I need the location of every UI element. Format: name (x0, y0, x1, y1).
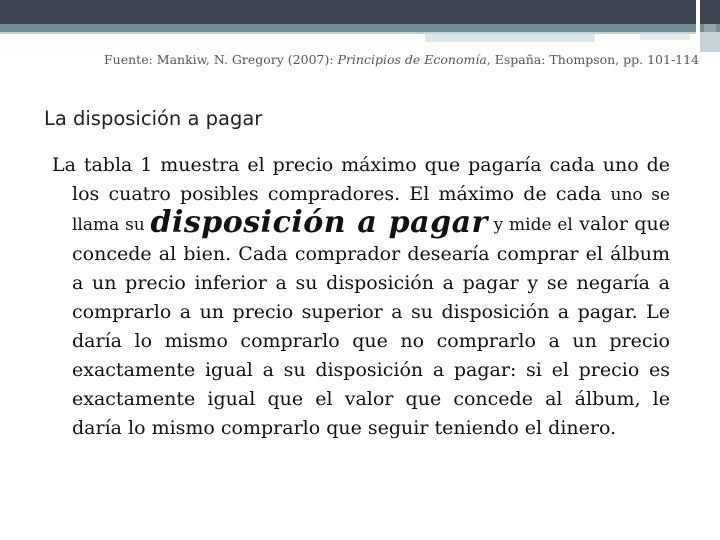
emphasized-term: disposición a pagar (150, 205, 488, 240)
header-bar-teal (0, 24, 696, 32)
paragraph-part-2: uno se llama su (72, 185, 670, 235)
source-title: Principios de Economía (337, 52, 487, 67)
source-suffix: , España: Thompson, pp. 101-114 (486, 52, 700, 67)
header-accent-block-small (640, 34, 690, 40)
header-bar-dark (0, 0, 696, 24)
header-rail (700, 32, 720, 52)
slide-title: La disposición a pagar (44, 107, 263, 130)
paragraph-part-1: La tabla 1 muestra el precio máximo que pagaría cada uno de los cuatro posibles compradores. El máximo de cada (52, 154, 670, 205)
body-paragraph (52, 151, 670, 443)
header-accent-block (425, 34, 595, 42)
source-citation (104, 52, 700, 67)
header-bar-dark-right (700, 0, 720, 24)
paragraph-part-4: valor que concede al bien. Cada comprador desearía comprar el álbum a un precio inferior a su disposición a pagar y se negaría a comprarlo a un precio superior a su disposición a pagar. Le daría lo mismo comprarlo que no comprarlo a un precio exactamente igual a su disposición a pagar: si el precio es exactamente igual que el valor que concede al álbum, le daría lo mismo comprarlo que seguir teniendo el dinero. (72, 213, 670, 439)
paragraph-part-3: y mide el (487, 215, 573, 235)
source-prefix: Fuente: Mankiw, N. Gregory (2007): (104, 52, 338, 67)
